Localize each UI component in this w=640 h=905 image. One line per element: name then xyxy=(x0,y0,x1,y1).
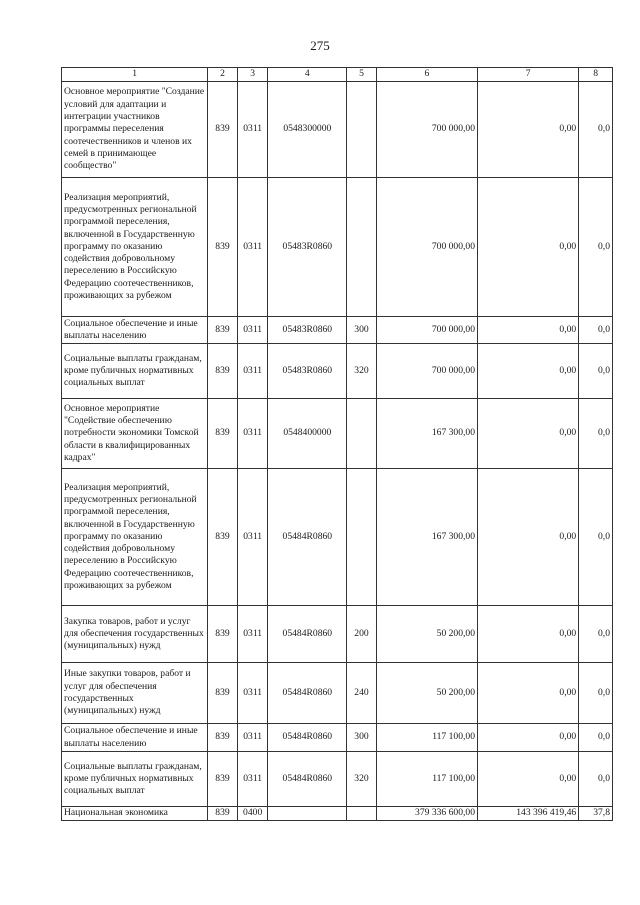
row-execution: 0,00 xyxy=(478,399,579,469)
row-code-section: 0311 xyxy=(237,399,268,469)
row-code-target: 05483R0860 xyxy=(268,317,347,344)
row-code-section: 0311 xyxy=(237,752,268,807)
row-code-section: 0311 xyxy=(237,469,268,606)
row-percent: 0,0 xyxy=(579,752,613,807)
row-code-expense xyxy=(347,807,377,821)
row-execution: 0,00 xyxy=(478,178,579,317)
row-code-ministry: 839 xyxy=(208,178,238,317)
header-cell: 7 xyxy=(478,68,579,82)
row-percent: 0,0 xyxy=(579,178,613,317)
header-cell: 5 xyxy=(347,68,377,82)
row-name: Реализация мероприятий, предусмотренных региональной программой переселения, включенной в Государственную программу по оказанию содействия добровольному переселению в Российскую Федерацию соотечественников, проживающих за рубежом xyxy=(62,469,208,606)
table-row xyxy=(62,663,613,724)
row-code-expense: 300 xyxy=(347,317,377,344)
budget-table xyxy=(61,67,613,821)
row-plan: 700 000,00 xyxy=(376,344,477,399)
row-code-expense: 240 xyxy=(347,663,377,724)
row-plan: 50 200,00 xyxy=(376,606,477,663)
row-execution: 0,00 xyxy=(478,752,579,807)
row-code-section: 0311 xyxy=(237,178,268,317)
row-execution: 0,00 xyxy=(478,606,579,663)
row-plan: 700 000,00 xyxy=(376,82,477,178)
table-row xyxy=(62,344,613,399)
row-percent: 0,0 xyxy=(579,469,613,606)
row-code-section: 0311 xyxy=(237,724,268,752)
row-name: Реализация мероприятий, предусмотренных региональной программой переселения, включенной в Государственную программу по оказанию содействия добровольному переселению в Российскую Федерацию соотечественников, проживающих за рубежом xyxy=(62,178,208,317)
row-execution: 0,00 xyxy=(478,344,579,399)
row-plan: 379 336 600,00 xyxy=(376,807,477,821)
row-code-section: 0311 xyxy=(237,344,268,399)
row-code-target: 05483R0860 xyxy=(268,344,347,399)
row-name: Социальное обеспечение и иные выплаты населению xyxy=(62,317,208,344)
row-code-section: 0400 xyxy=(237,807,268,821)
row-code-expense xyxy=(347,82,377,178)
row-percent: 0,0 xyxy=(579,606,613,663)
row-code-target xyxy=(268,807,347,821)
header-row xyxy=(62,68,613,82)
row-code-target: 05484R0860 xyxy=(268,724,347,752)
row-execution: 0,00 xyxy=(478,317,579,344)
row-plan: 167 300,00 xyxy=(376,399,477,469)
row-percent: 0,0 xyxy=(579,317,613,344)
row-name: Закупка товаров, работ и услуг для обеспечения государственных (муниципальных) нужд xyxy=(62,606,208,663)
table-row xyxy=(62,752,613,807)
row-code-ministry: 839 xyxy=(208,752,238,807)
row-execution: 0,00 xyxy=(478,724,579,752)
row-code-target: 05484R0860 xyxy=(268,663,347,724)
row-code-ministry: 839 xyxy=(208,82,238,178)
row-code-target: 05484R0860 xyxy=(268,752,347,807)
row-code-target: 0548400000 xyxy=(268,399,347,469)
row-code-expense: 320 xyxy=(347,344,377,399)
row-name: Основное мероприятие "Содействие обеспечению потребности экономики Томской области в квалифицированных кадрах" xyxy=(62,399,208,469)
row-code-ministry: 839 xyxy=(208,317,238,344)
table-row xyxy=(62,399,613,469)
table-row xyxy=(62,82,613,178)
row-code-expense xyxy=(347,178,377,317)
row-code-expense: 320 xyxy=(347,752,377,807)
header-cell: 3 xyxy=(237,68,268,82)
row-execution: 0,00 xyxy=(478,663,579,724)
row-code-expense xyxy=(347,399,377,469)
row-plan: 117 100,00 xyxy=(376,724,477,752)
header-cell: 4 xyxy=(268,68,347,82)
row-plan: 50 200,00 xyxy=(376,663,477,724)
table-row xyxy=(62,469,613,606)
table-row xyxy=(62,317,613,344)
row-code-section: 0311 xyxy=(237,317,268,344)
row-code-target: 05483R0860 xyxy=(268,178,347,317)
header-cell: 6 xyxy=(376,68,477,82)
table-row xyxy=(62,606,613,663)
row-percent: 0,0 xyxy=(579,663,613,724)
header-cell: 8 xyxy=(579,68,613,82)
row-code-expense: 200 xyxy=(347,606,377,663)
header-cell: 2 xyxy=(208,68,238,82)
table-row xyxy=(62,807,613,821)
row-name: Иные закупки товаров, работ и услуг для обеспечения государственных (муниципальных) нужд xyxy=(62,663,208,724)
row-percent: 0,0 xyxy=(579,82,613,178)
row-plan: 700 000,00 xyxy=(376,317,477,344)
row-execution: 0,00 xyxy=(478,469,579,606)
row-execution: 0,00 xyxy=(478,82,579,178)
header-cell: 1 xyxy=(62,68,208,82)
row-plan: 117 100,00 xyxy=(376,752,477,807)
row-code-ministry: 839 xyxy=(208,606,238,663)
row-code-section: 0311 xyxy=(237,606,268,663)
row-code-expense: 300 xyxy=(347,724,377,752)
row-code-section: 0311 xyxy=(237,82,268,178)
row-percent: 37,8 xyxy=(579,807,613,821)
row-percent: 0,0 xyxy=(579,399,613,469)
row-name: Социальные выплаты гражданам, кроме публичных нормативных социальных выплат xyxy=(62,752,208,807)
table-row xyxy=(62,724,613,752)
row-code-target: 05484R0860 xyxy=(268,606,347,663)
row-code-ministry: 839 xyxy=(208,724,238,752)
row-plan: 700 000,00 xyxy=(376,178,477,317)
row-name: Социальные выплаты гражданам, кроме публичных нормативных социальных выплат xyxy=(62,344,208,399)
row-percent: 0,0 xyxy=(579,344,613,399)
row-code-ministry: 839 xyxy=(208,344,238,399)
row-code-ministry: 839 xyxy=(208,663,238,724)
row-name: Основное мероприятие "Создание условий для адаптации и интеграции участников программы переселения соотечественников и членов их семей в принимающее сообщество" xyxy=(62,82,208,178)
row-name: Социальное обеспечение и иные выплаты населению xyxy=(62,724,208,752)
row-percent: 0,0 xyxy=(579,724,613,752)
row-plan: 167 300,00 xyxy=(376,469,477,606)
row-code-section: 0311 xyxy=(237,663,268,724)
row-code-ministry: 839 xyxy=(208,807,238,821)
row-code-ministry: 839 xyxy=(208,399,238,469)
row-code-target: 0548300000 xyxy=(268,82,347,178)
row-code-ministry: 839 xyxy=(208,469,238,606)
row-code-expense xyxy=(347,469,377,606)
row-name: Национальная экономика xyxy=(62,807,208,821)
table-row xyxy=(62,178,613,317)
row-code-target: 05484R0860 xyxy=(268,469,347,606)
row-execution: 143 396 419,46 xyxy=(478,807,579,821)
page-number: 275 xyxy=(310,38,330,53)
